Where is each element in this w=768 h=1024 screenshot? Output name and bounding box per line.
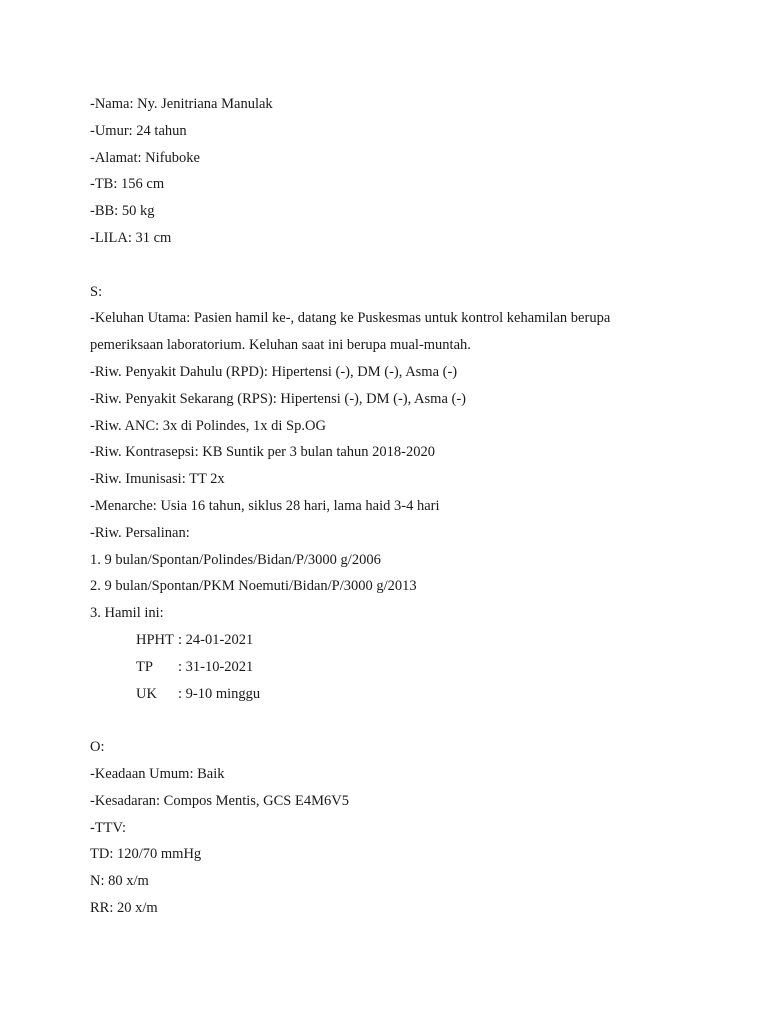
past-illness-history: -Riw. Penyakit Dahulu (RPD): Hipertensi (-), DM (-), Asma (-) — [90, 363, 458, 380]
pregnancy-detail-value: : 9-10 minggu — [178, 685, 261, 702]
menarche: -Menarche: Usia 16 tahun, siklus 28 hari, lama haid 3-4 hari — [90, 497, 440, 514]
objective-heading: O: — [90, 739, 105, 756]
subjective-heading: S: — [90, 283, 103, 300]
consciousness: -Kesadaran: Compos Mentis, GCS E4M6V5 — [90, 792, 349, 809]
chief-complaint-line-2: pemeriksaan laboratorium. Keluhan saat ini berupa mual-muntah. — [90, 337, 471, 354]
pregnancy-detail-value: : 31-10-2021 — [178, 658, 254, 675]
blood-pressure: TD: 120/70 mmHg — [90, 846, 202, 863]
pregnancy-detail-tp — [90, 654, 690, 681]
birth-item: 1. 9 bulan/Spontan/Polindes/Bidan/P/3000 g/2006 — [90, 551, 381, 568]
patient-weight: -BB: 50 kg — [90, 203, 155, 220]
subjective-section — [90, 279, 690, 708]
immunization-history: -Riw. Imunisasi: TT 2x — [90, 471, 225, 488]
delivery-history-heading: -Riw. Persalinan: — [90, 524, 190, 541]
birth-item: 2. 9 bulan/Spontan/PKM Noemuti/Bidan/P/3000 g/2013 — [90, 578, 417, 595]
pregnancy-detail-hpht — [90, 627, 690, 654]
birth-item: 3. Hamil ini: — [90, 605, 164, 622]
pregnancy-detail-key: HPHT — [136, 631, 174, 648]
pregnancy-detail-key: TP — [136, 658, 153, 675]
spacer — [90, 252, 690, 279]
anc-history: -Riw. ANC: 3x di Polindes, 1x di Sp.OG — [90, 417, 326, 434]
document-page — [90, 91, 690, 922]
respiratory-rate: RR: 20 x/m — [90, 899, 158, 916]
current-illness-history: -Riw. Penyakit Sekarang (RPS): Hipertensi (-), DM (-), Asma (-) — [90, 390, 466, 407]
objective-section — [90, 734, 690, 922]
pulse: N: 80 x/m — [90, 873, 149, 890]
patient-height: -TB: 156 cm — [90, 176, 165, 193]
patient-lila: -LILA: 31 cm — [90, 229, 172, 246]
pregnancy-detail-value: : 24-01-2021 — [178, 631, 254, 648]
contraception-history: -Riw. Kontrasepsi: KB Suntik per 3 bulan tahun 2018-2020 — [90, 444, 436, 461]
patient-age: -Umur: 24 tahun — [90, 122, 187, 139]
spacer — [90, 707, 690, 734]
patient-address: -Alamat: Nifuboke — [90, 149, 200, 166]
pregnancy-detail-uk — [90, 681, 690, 708]
vital-signs-heading: -TTV: — [90, 819, 126, 836]
patient-name: -Nama: Ny. Jenitriana Manulak — [90, 96, 273, 112]
chief-complaint-line-1: -Keluhan Utama: Pasien hamil ke-, datang ke Puskesmas untuk kontrol kehamilan berupa — [90, 310, 611, 327]
general-condition: -Keadaan Umum: Baik — [90, 765, 225, 782]
identity-section — [90, 91, 690, 252]
pregnancy-detail-key: UK — [136, 685, 157, 702]
